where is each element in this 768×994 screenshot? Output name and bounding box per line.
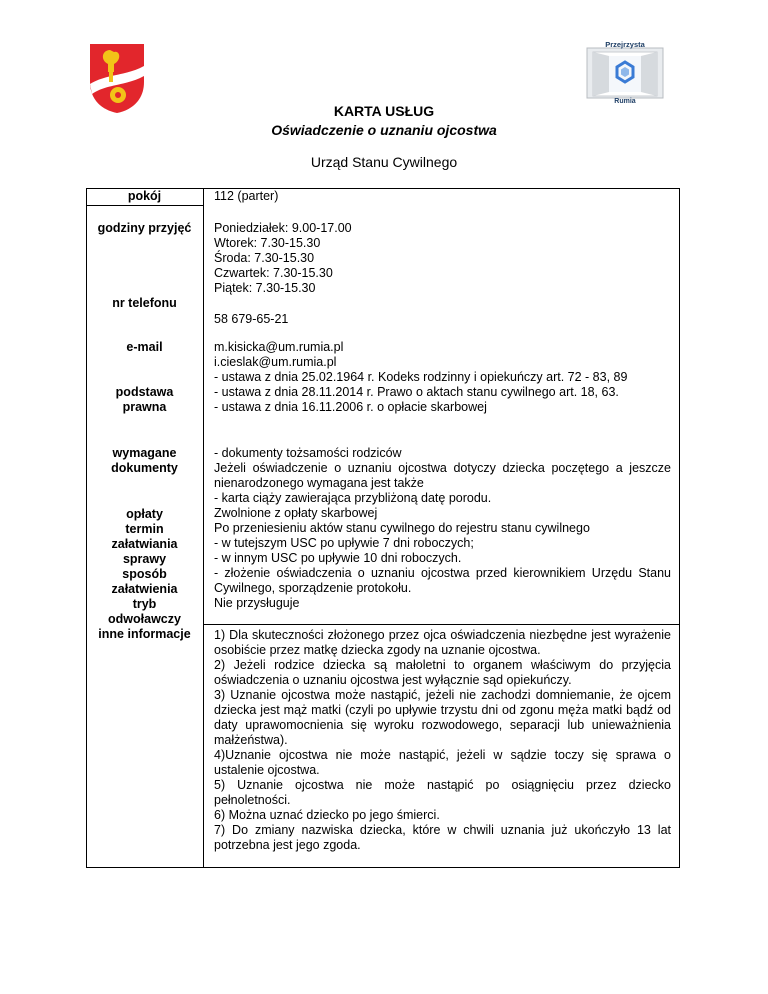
docs-item: - karta ciąży zawierająca przybliżoną datę porodu. (214, 491, 492, 505)
value-email (214, 340, 671, 370)
value-fees: Zwolnione z opłaty skarbowej (214, 506, 378, 520)
value-method: - złożenie oświadczenia o uznaniu ojcostwa przed kierownikiem Urzędu Stanu Cywilnego, sporządzenie protokołu. (214, 566, 671, 595)
label-appeal-2: odwoławczy (108, 612, 181, 626)
hours-line: Wtorek: 7.30-15.30 (214, 236, 321, 250)
value-legal (214, 370, 671, 415)
label-deadline-2: załatwiania (111, 537, 178, 551)
other-info-item: 6) Można uznać dziecko po jego śmierci. (214, 808, 440, 822)
label-room: pokój (127, 189, 162, 203)
label-appeal-1: tryb (132, 597, 157, 611)
deadline-item: - w innym USC po upływie 10 dni roboczych. (214, 551, 462, 565)
hours-line: Czwartek: 7.30-15.30 (214, 266, 333, 280)
value-hours (214, 221, 671, 296)
other-info-item: 4)Uznanie ojcostwa nie może nastąpić, jeżeli w sądzie toczy się sprawa o ustalenie ojcostwa. (214, 748, 671, 777)
row-divider (86, 205, 203, 206)
hours-line: Środa: 7.30-15.30 (214, 251, 315, 265)
label-deadline-3: sprawy (122, 552, 167, 566)
deadline-item: - w tutejszym USC po upływie 7 dni roboczych; (214, 536, 474, 550)
other-info-item: 2) Jeżeli rodzice dziecka są małoletni to organem właściwym do przyjęcia oświadczenia o uznaniu ojcostwa jest wyłącznie sąd opiekuńczy. (214, 658, 671, 687)
service-card-table (86, 188, 680, 868)
email-address: i.cieslak@um.rumia.pl (214, 355, 337, 369)
other-info-item: 3) Uznanie ojcostwa może nastąpić, jeżeli nie zachodzi domniemanie, że ojcem dziecka jest mąż matki (czyli po upływie trzystu dni od zgonu męża matki bądź od daty uprawomocnienia się wyroku rozwodowego, separacji lub unieważnienia małżeństwa). (214, 688, 671, 747)
badge-top-label: Przejrzysta (605, 40, 645, 49)
other-info-item: 1) Dla skuteczności złożonego przez ojca oświadczenia niezbędne jest wyrażenie osobiście przez matkę dziecka zgody na uznanie ojcostwa. (214, 628, 671, 657)
docs-item: - dokumenty tożsamości rodziców (214, 446, 402, 460)
other-info-item: 5) Uznanie ojcostwa nie może nastąpić po osiągnięciu przez dziecko pełnoletności. (214, 778, 671, 807)
label-docs-1: wymagane (112, 446, 177, 460)
office-name: Urząd Stanu Cywilnego (310, 154, 458, 170)
hours-line: Piątek: 7.30-15.30 (214, 281, 316, 295)
label-phone: nr telefonu (112, 296, 177, 310)
other-info-item: 7) Do zmiany nazwiska dziecka, które w chwili uznania już ukończyło 13 lat potrzebna jest jego zgoda. (214, 823, 671, 852)
page-subtitle: Oświadczenie o uznaniu ojcostwa (271, 122, 497, 138)
label-deadline-1: termin (125, 522, 164, 536)
label-hours: godziny przyjęć (97, 221, 192, 235)
value-deadline (214, 521, 671, 566)
label-legal-2: prawna (122, 400, 167, 414)
label-email: e-mail (126, 340, 163, 354)
badge-bottom-label: Rumia (614, 98, 636, 105)
label-method-1: sposób (122, 567, 167, 581)
value-docs (214, 446, 671, 506)
przejrzysta-rumia-badge (585, 40, 665, 104)
page-title: KARTA USŁUG (333, 103, 435, 119)
legal-item: - ustawa z dnia 16.11.2006 r. o opłacie skarbowej (214, 400, 487, 414)
deadline-item: Po przeniesieniu aktów stanu cywilnego do rejestru stanu cywilnego (214, 521, 590, 535)
label-legal-1: podstawa (115, 385, 174, 399)
value-room: 112 (parter) (214, 189, 279, 203)
docs-item: Jeżeli oświadczenie o uznaniu ojcostwa dotyczy dziecka poczętego a jeszcze nienarodzonego wymagana jest także (214, 461, 671, 490)
value-other (214, 628, 671, 853)
legal-item: - ustawa z dnia 25.02.1964 r. Kodeks rodzinny i opiekuńczy art. 72 - 83, 89 (214, 370, 628, 384)
label-fees: opłaty (126, 507, 163, 521)
label-docs-2: dokumenty (111, 461, 178, 475)
legal-item: - ustawa z dnia 28.11.2014 r. Prawo o aktach stanu cywilnego art. 18, 63. (214, 385, 619, 399)
column-divider (203, 188, 204, 868)
email-address: m.kisicka@um.rumia.pl (214, 340, 344, 354)
value-phone: 58 679-65-21 (214, 312, 289, 326)
label-other: inne informacje (98, 627, 191, 641)
label-method-2: załatwienia (111, 582, 178, 596)
row-divider (203, 624, 679, 625)
value-appeal: Nie przysługuje (214, 596, 300, 610)
hours-line: Poniedziałek: 9.00-17.00 (214, 221, 352, 235)
